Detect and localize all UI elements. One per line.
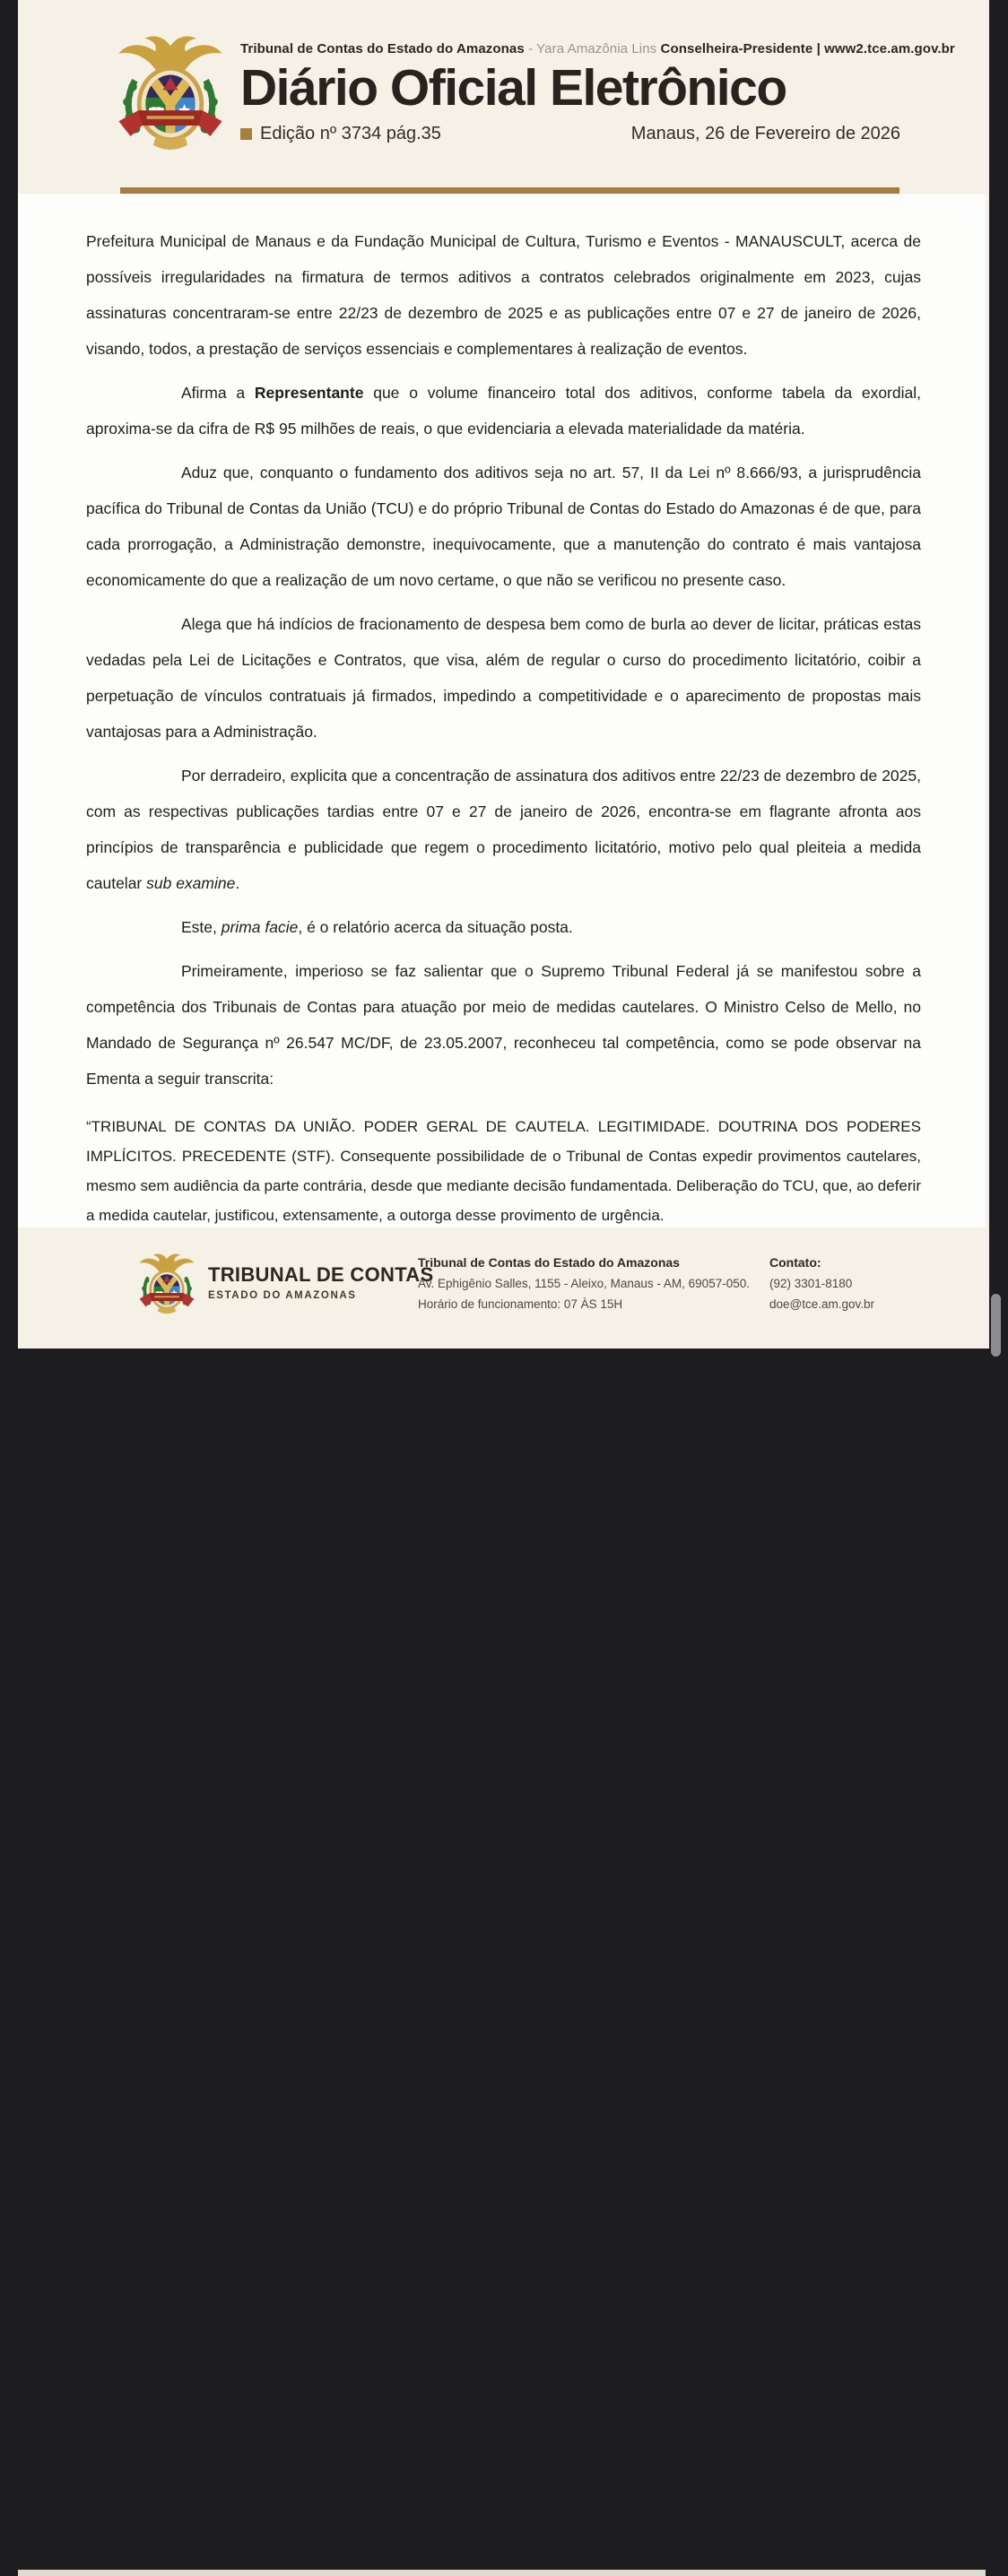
paragraph-bold-text: Representante	[254, 384, 364, 402]
header-divider	[120, 187, 899, 194]
quote-paragraph	[86, 1112, 921, 1230]
footer-brand-name: TRIBUNAL DE CONTAS	[208, 1263, 434, 1286]
page-title: Diário Oficial Eletrônico	[240, 59, 786, 117]
paragraph	[86, 375, 921, 447]
footer-contact-column	[769, 1253, 874, 1314]
paragraph-text: , é o relatório acerca da situação posta.	[298, 918, 573, 936]
paragraph-text: Alega que há indícios de fracionamento de despesa bem como de burla ao dever de licitar, práticas estas vedadas pela Lei de Licitações e Contratos, que visa, além de regular o curso do procedimento licitatório, coibir a perpetuação de vínculos contratuais já firmados, impedindo a competitividade e o aparecimento de propostas mais vantajosas para a Administração.	[86, 615, 921, 741]
footer-email: doe@tce.am.gov.br	[769, 1297, 875, 1311]
masthead	[240, 41, 955, 144]
masthead-org: Tribunal de Contas do Estado do Amazonas	[240, 41, 525, 56]
scrollbar-thumb[interactable]	[991, 1294, 1001, 1357]
paragraph	[86, 758, 921, 901]
paragraph-italic-text: prima facie	[221, 918, 299, 936]
page-header	[18, 0, 986, 194]
paragraph	[86, 606, 921, 750]
footer-contact-label: Contato:	[769, 1255, 821, 1270]
footer-org-name: Tribunal de Contas do Estado do Amazonas	[418, 1255, 680, 1270]
document-body	[18, 194, 986, 1238]
footer-org-column	[418, 1253, 750, 1314]
edition-row	[240, 124, 900, 144]
page-bottom-edge	[18, 2570, 986, 2576]
paragraph-text: Este,	[181, 918, 222, 936]
edition-label: Edição nº 3734 pág.35	[260, 123, 441, 143]
edition-marker-icon	[240, 128, 252, 140]
footer-address: Av. Ephigênio Salles, 1155 - Aleixo, Manaus - AM, 69057-050.	[418, 1277, 750, 1290]
paragraph-text: .	[235, 874, 240, 892]
footer-brand-subtitle: ESTADO DO AMAZONAS	[208, 1290, 357, 1301]
paragraph	[86, 223, 921, 367]
paragraph-text: Por derradeiro, explicita que a concentração de assinatura dos aditivos entre 22/23 de dezembro de 2025, com as respectivas publicações tardias entre 07 e 27 de janeiro de 2026, encontra-se em flagrante afronta aos princípios de transparência e publicidade que regem o procedimento licitatório, motivo pelo qual pleiteia a medida cautelar	[86, 767, 921, 892]
paragraph-text: Aduz que, conquanto o fundamento dos aditivos seja no art. 57, II da Lei nº 8.666/93, a jurisprudência pacífica do Tribunal de Contas da União (TCU) e do próprio Tribunal de Contas do Estado do Amazonas é de que, para cada prorrogação, a Administração demonstre, inequivocamente, que a manutenção do contrato é mais vantajosa economicamente do que a realização de um novo certame, o que não se verificou no presente caso.	[86, 464, 921, 589]
masthead-site: Conselheira-Presidente | www2.tce.am.gov.br	[660, 41, 955, 56]
viewer-left-gutter	[0, 0, 18, 1349]
tce-coat-of-arms-icon	[133, 1249, 201, 1319]
footer-hours: Horário de funcionamento: 07 ÀS 15H	[418, 1297, 623, 1311]
scrollbar-track[interactable]	[989, 0, 1008, 1349]
paragraph	[86, 953, 921, 1097]
masthead-president: - Yara Amazônia Lins	[524, 41, 661, 56]
paragraph	[86, 909, 921, 945]
paragraph-text: “TRIBUNAL DE CONTAS DA UNIÃO. PODER GERAL DE CAUTELA. LEGITIMIDADE. DOUTRINA DOS PODERES IMPLÍCITOS. PRECEDENTE (STF). Consequente possibilidade de o Tribunal de Contas expedir provimentos cautelares, mesmo sem audiência da parte contrária, desde que mediante decisão fundamentada. Deliberação do TCU, que, ao deferir a medida cautelar, justificou, extensamente, a outorga desse provimento de urgência.	[86, 1118, 921, 1224]
paragraph-text: Primeiramente, imperioso se faz salientar que o Supremo Tribunal Federal já se manifestou sobre a competência dos Tribunais de Contas para atuação por meio de medidas cautelares. O Ministro Celso de Mello, no Mandado de Segurança nº 26.547 MC/DF, de 23.05.2007, reconheceu tal competência, como se pode observar na Ementa a seguir transcrita:	[86, 962, 921, 1088]
page-footer	[18, 1227, 986, 1349]
issue-date: Manaus, 26 de Fevereiro de 2026	[630, 123, 900, 143]
tce-coat-of-arms-icon	[106, 29, 235, 158]
paragraph	[86, 455, 921, 598]
masthead-line	[240, 41, 955, 56]
paragraph-text: Afirma a	[181, 384, 255, 402]
footer-phone: (92) 3301-8180	[769, 1277, 853, 1290]
paragraph-text: Prefeitura Municipal de Manaus e da Fundação Municipal de Cultura, Turismo e Eventos - MANAUSCULT, acerca de possíveis irregularidades na firmatura de termos aditivos a contratos celebrados originalmente em 2023, cujas assinaturas concentraram-se entre 22/23 de dezembro de 2025 e as publicações entre 07 e 27 de janeiro de 2026, visando, todos, a prestação de serviços essenciais e complementares à realização de eventos.	[86, 232, 921, 358]
document-page	[18, 0, 986, 1349]
paragraph-text: que o volume financeiro total dos aditivos, conforme tabela da exordial, aproxima-se da cifra de R$ 95 milhões de reais, o que evidenciaria a elevada materialidade da matéria.	[86, 384, 921, 438]
paragraph-italic-text: sub examine	[146, 874, 236, 892]
footer-brand	[208, 1263, 433, 1301]
